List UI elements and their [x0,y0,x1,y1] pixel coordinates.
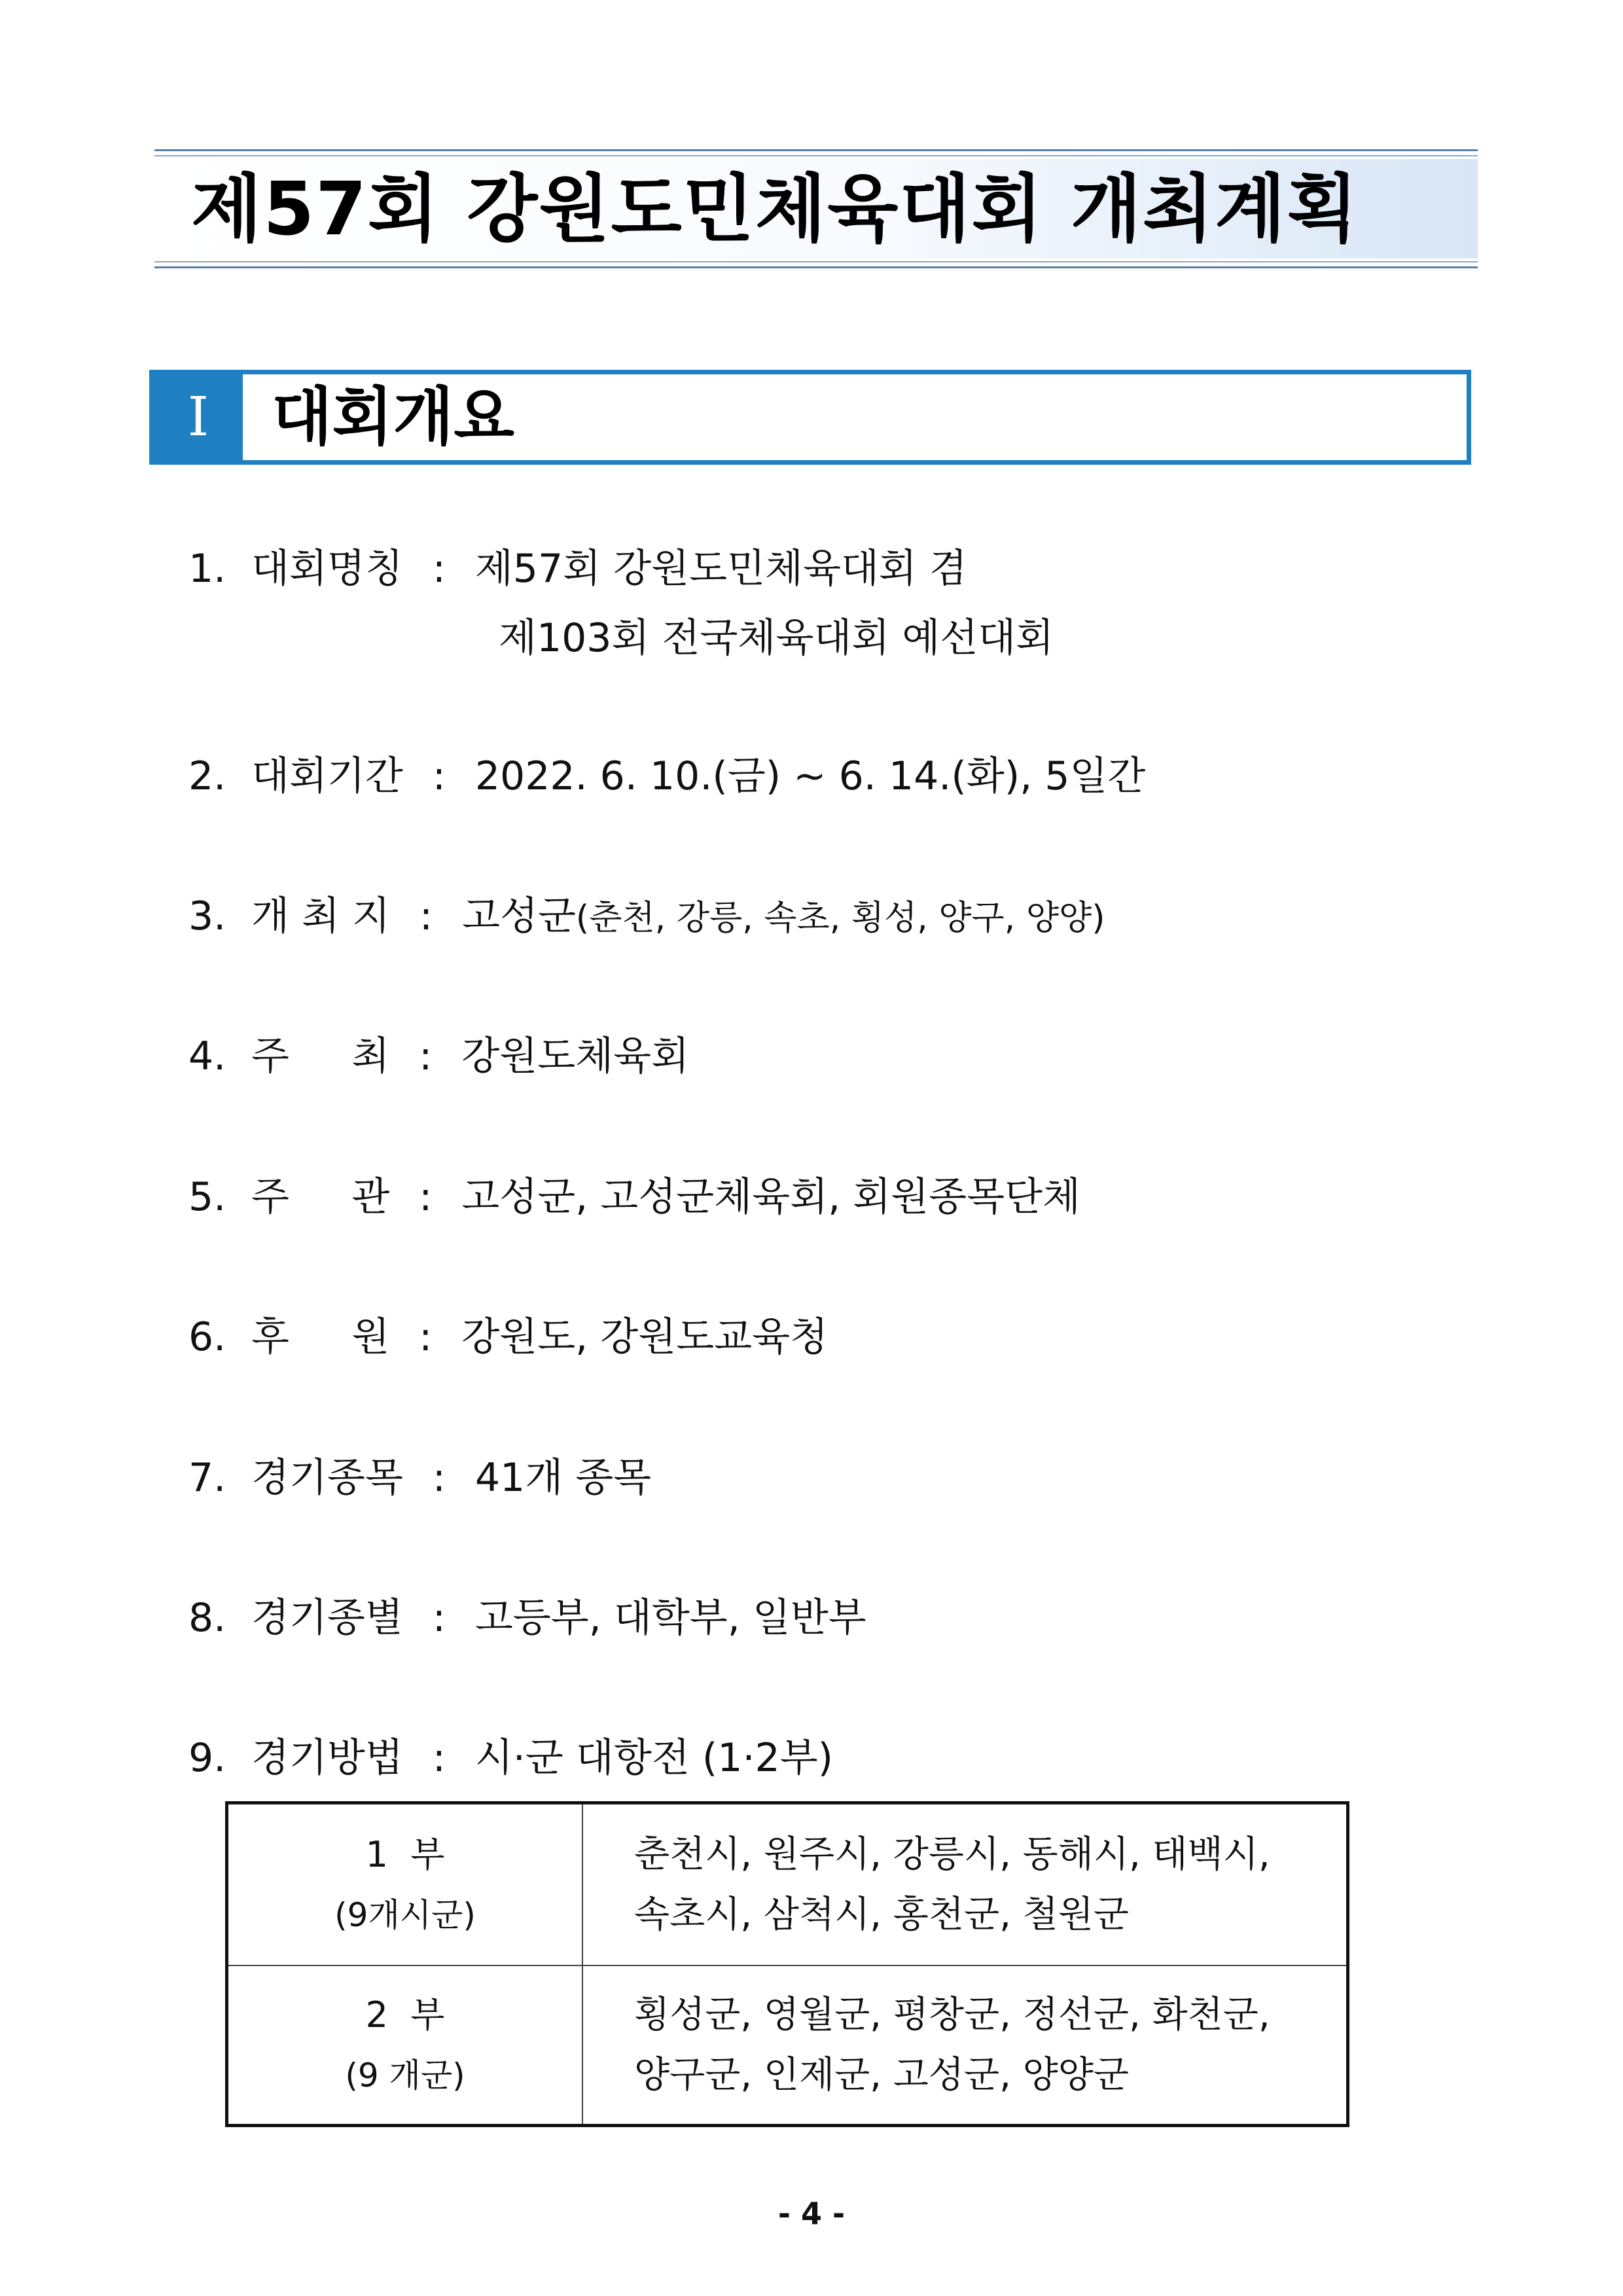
division-table [225,1801,1349,2127]
members-line: 춘천시, 원주시, 강릉시, 동해시, 태백시, [634,1833,1270,1876]
item-value: 강원도, 강원도교육청 [461,1314,829,1360]
list-item-name [188,543,967,595]
item-colon: : [419,893,433,939]
item-number: 1. [188,546,226,592]
item-number: 8. [188,1595,226,1641]
item-label: 주 최 [251,1033,390,1079]
list-item-host [188,1030,689,1083]
item-colon: : [419,1174,433,1220]
list-item-method [188,1732,833,1784]
item-label: 경기종목 [251,1455,403,1501]
item-label: 대회기간 [251,753,403,799]
members-line: 양구군, 인제군, 고성군, 양양군 [634,2053,1129,2096]
members-cell [634,1966,1327,2124]
table-row [228,1804,1346,1966]
section-title: 대회개요 [272,380,514,454]
item-colon: : [419,1033,433,1079]
item-colon: : [432,1455,446,1501]
section-header [149,370,1471,465]
item-number: 7. [188,1455,226,1501]
item-value: 고성군 [462,893,576,939]
members-cell [634,1804,1327,1965]
title-band [154,149,1478,268]
list-item-categories [188,1592,866,1644]
list-item-sponsor [188,1311,828,1363]
item-colon: : [432,753,446,799]
division-label: 1 부 [365,1833,445,1875]
item-label: 후 원 [251,1314,390,1360]
item-value: 고성군, 고성군체육회, 회원종목단체 [461,1174,1080,1220]
item-value-detail: (춘천, 강릉, 속초, 횡성, 양구, 양양) [575,899,1105,938]
item-value: 제57회 강원도민체육대회 겸 [474,546,967,592]
table-row [228,1966,1346,2124]
item-label: 주 관 [251,1174,390,1220]
page-number: - 4 - [777,2196,846,2231]
item-label: 대회명칭 [251,546,403,592]
item-number: 5. [188,1174,226,1220]
column-divider [582,1966,583,2124]
division-label: 2 부 [365,1994,445,2036]
item-value-continued: 제103회 전국체육대회 예선대회 [499,615,1054,661]
column-divider [582,1804,583,1965]
page-title: 제57회 강원도민체육대회 개최계획 [191,167,1359,252]
item-number: 2. [188,753,226,799]
item-label: 개 최 지 [251,893,391,939]
division-count: (9 개군) [345,2056,465,2094]
list-item-organizer [188,1171,1080,1223]
members-line: 속초시, 삼척시, 홍천군, 철원군 [634,1893,1129,1936]
item-label: 경기종별 [251,1595,403,1641]
list-item-venue [188,890,1105,942]
item-number: 4. [188,1033,226,1079]
division-count: (9개시군) [334,1895,476,1934]
item-label: 경기방법 [251,1735,403,1781]
item-value: 시·군 대항전 (1·2부) [474,1735,834,1781]
members-line: 횡성군, 영월군, 평창군, 정선군, 화천군, [634,1993,1270,2036]
item-value: 강원도체육회 [461,1033,690,1079]
item-value: 2022. 6. 10.(금) ~ 6. 14.(화), 5일간 [474,753,1146,799]
list-item-events [188,1452,651,1504]
item-number: 3. [188,893,226,939]
section-number: Ⅰ [154,374,243,460]
item-number: 9. [188,1735,226,1781]
item-colon: : [432,1595,446,1641]
item-colon: : [419,1314,433,1360]
list-item-period [188,750,1145,802]
item-number: 6. [188,1314,226,1360]
division-cell [228,1966,582,2124]
item-colon: : [432,546,446,592]
item-colon: : [432,1735,446,1781]
division-cell [228,1804,582,1965]
item-value: 고등부, 대학부, 일반부 [474,1595,866,1641]
item-value: 41개 종목 [474,1455,652,1501]
